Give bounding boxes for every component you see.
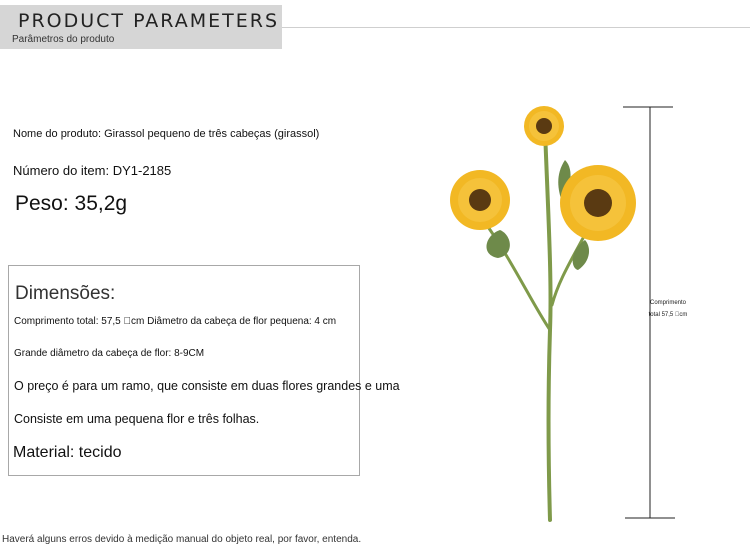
header-title: PRODUCT PARAMETERS bbox=[18, 10, 280, 32]
price-note: O preço é para um ramo, que consiste em duas flores grandes e uma bbox=[14, 379, 400, 393]
composition-note: Consiste em uma pequena flor e três folhas. bbox=[14, 412, 260, 426]
dimension-length: Comprimento total: 57,5  cm Diâmetro da cabeça de flor pequena: 4 cm bbox=[14, 316, 337, 327]
dimensions-title: Dimensões: bbox=[15, 283, 116, 304]
dimension-large-head: Grande diâmetro da cabeça de flor: 8-9CM bbox=[14, 348, 205, 359]
product-name: Nome do produto: Girassol pequeno de três cabeças (girassol) bbox=[13, 128, 320, 140]
header-subtitle: Parâmetros do produto bbox=[12, 34, 115, 45]
measure-label: Comprimento total 57,5  cm bbox=[648, 300, 688, 318]
product-weight: Peso: 35,2g bbox=[15, 192, 128, 215]
item-number: Número do item: DY1-2185 bbox=[13, 163, 172, 178]
footer-note: Haverá alguns erros devido à medição manual do objeto real, por favor, entenda. bbox=[2, 534, 362, 545]
material: Material: tecido bbox=[13, 444, 122, 461]
header-divider bbox=[282, 27, 750, 28]
header-banner bbox=[0, 5, 282, 49]
